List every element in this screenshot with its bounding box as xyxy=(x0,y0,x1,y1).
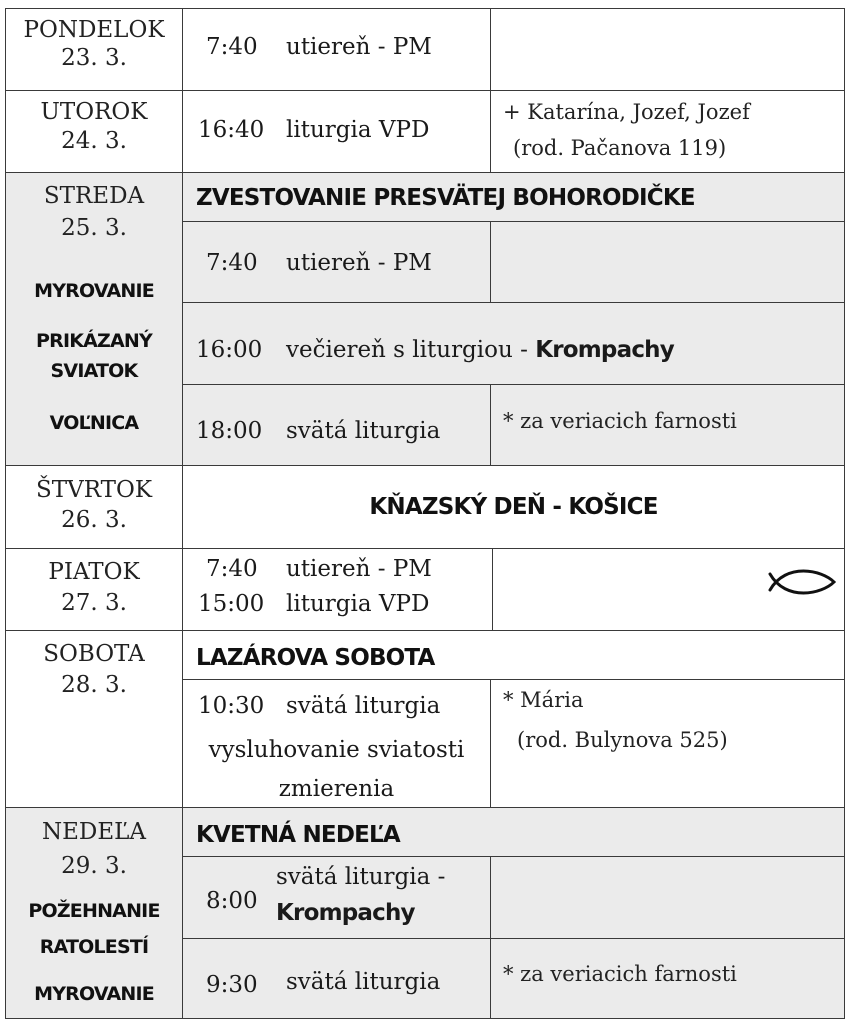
event-time-wednesday-3: 18:00 xyxy=(196,418,263,444)
note-wednesday-3: * za veriacich farnosti xyxy=(503,409,737,433)
event-time-sunday-1: 8:00 xyxy=(206,888,258,914)
note-line2-tuesday: (rod. Pačanova 119) xyxy=(513,136,727,160)
fish-icon xyxy=(766,566,838,598)
event-title-friday-2: liturgia VPD xyxy=(286,591,430,617)
heading-thursday: KŇAZSKÝ DEŇ - KOŠICE xyxy=(369,494,658,520)
event-title-monday: utiereň - PM xyxy=(286,34,432,60)
day-name-tuesday: UTOROK xyxy=(40,99,148,125)
label-ratolesti: RATOLESTÍ xyxy=(39,936,149,958)
event-time-friday-1: 7:40 xyxy=(206,556,258,582)
day-date-monday: 23. 3. xyxy=(61,45,127,71)
heading-sunday: KVETNÁ NEDEĽA xyxy=(196,822,400,848)
label-sviatok: SVIATOK xyxy=(50,360,138,382)
label-myrovanie-sunday: MYROVANIE xyxy=(34,983,154,1005)
event-title-friday-1: utiereň - PM xyxy=(286,556,432,582)
event-title-wednesday-1: utiereň - PM xyxy=(286,250,432,276)
note-line1-saturday: * Mária xyxy=(503,688,584,712)
event-time-wednesday-1: 7:40 xyxy=(206,250,258,276)
event-title-saturday: svätá liturgia xyxy=(286,693,441,719)
note-line1-tuesday: + Katarína, Jozef, Jozef xyxy=(503,100,750,124)
day-name-friday: PIATOK xyxy=(48,559,140,585)
event-time-saturday: 10:30 xyxy=(198,693,265,719)
event-time-friday-2: 15:00 xyxy=(198,591,265,617)
day-date-sunday: 29. 3. xyxy=(61,853,127,879)
event-extra-line1-saturday: vysluhovanie sviatosti xyxy=(208,737,465,763)
event-extra-line2-saturday: zmierenia xyxy=(278,776,395,802)
day-date-thursday: 26. 3. xyxy=(61,507,127,533)
event-time-tuesday: 16:40 xyxy=(198,117,265,143)
event-time-monday: 7:40 xyxy=(206,34,258,60)
note-cell-wednesday-1 xyxy=(490,221,845,303)
event-time-sunday-2: 9:30 xyxy=(206,972,258,998)
event-time-wednesday-2: 16:00 xyxy=(196,337,263,363)
event-place-sunday-1: Krompachy xyxy=(276,900,415,926)
event-title-sunday-1: svätá liturgia - xyxy=(276,864,446,890)
label-volnica: VOĽNICA xyxy=(49,412,139,434)
day-date-tuesday: 24. 3. xyxy=(61,128,127,154)
day-name-saturday: SOBOTA xyxy=(43,641,145,667)
note-cell-sunday-1 xyxy=(490,856,845,939)
day-name-monday: PONDELOK xyxy=(23,17,165,43)
event-title-tuesday: liturgia VPD xyxy=(286,117,430,143)
event-title-sunday-2: svätá liturgia xyxy=(286,969,441,995)
note-line2-saturday: (rod. Bulynova 525) xyxy=(517,728,728,752)
label-myrovanie-wednesday: MYROVANIE xyxy=(34,280,154,302)
label-prikazany: PRIKÁZANÝ xyxy=(36,330,152,352)
event-title-wednesday-3: svätá liturgia xyxy=(286,418,441,444)
day-name-wednesday: STREDA xyxy=(43,183,145,209)
event-place-wednesday-2: Krompachy xyxy=(535,337,674,363)
label-pozehnanie: POŽEHNANIE xyxy=(28,900,160,922)
note-sunday-2: * za veriacich farnosti xyxy=(503,962,737,986)
heading-wednesday: ZVESTOVANIE PRESVÄTEJ BOHORODIČKE xyxy=(196,185,695,211)
event-line-wednesday-2 xyxy=(286,337,674,363)
day-date-friday: 27. 3. xyxy=(61,590,127,616)
day-name-thursday: ŠTVRTOK xyxy=(36,477,152,503)
day-date-wednesday: 25. 3. xyxy=(61,215,127,241)
heading-saturday: LAZÁROVA SOBOTA xyxy=(196,645,435,671)
event-title-wednesday-2: večiereň s liturgiou - xyxy=(286,337,536,363)
day-date-saturday: 28. 3. xyxy=(61,672,127,698)
note-cell-monday xyxy=(490,8,845,91)
day-name-sunday: NEDEĽA xyxy=(41,819,147,845)
